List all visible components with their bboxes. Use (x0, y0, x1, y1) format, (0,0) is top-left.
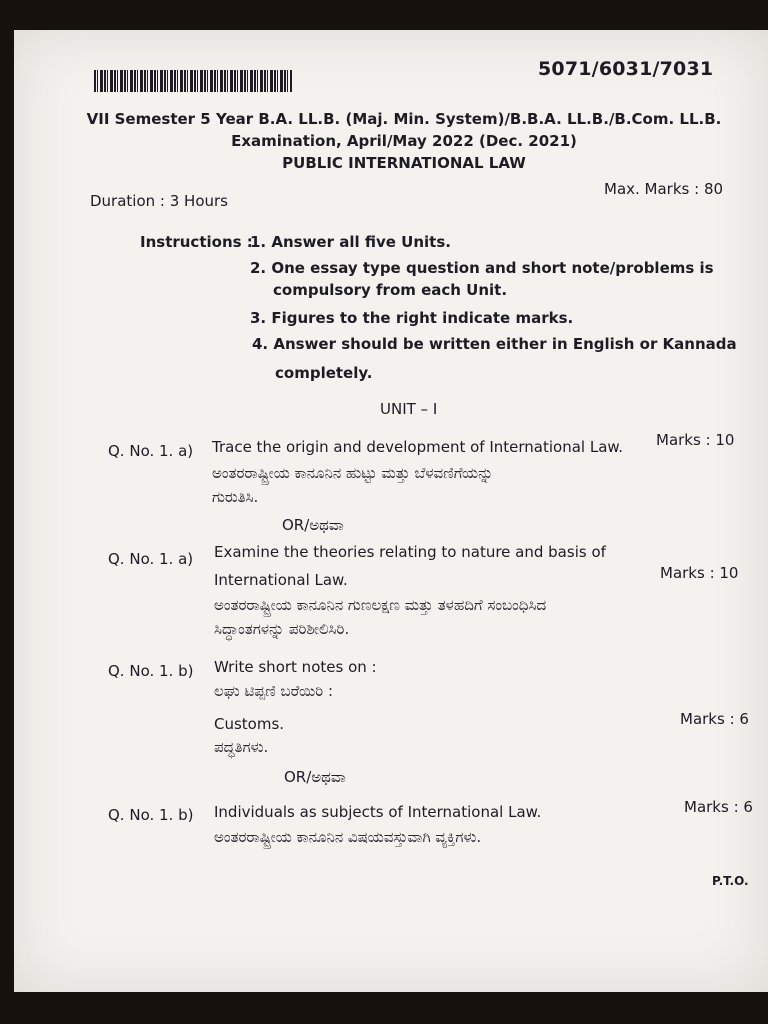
instruction-2-cont: compulsory from each Unit. (273, 281, 508, 299)
question-text-cont: International Law. (214, 571, 348, 589)
instruction-4: 4. Answer should be written either in English or Kannada (252, 335, 737, 353)
or-separator: OR/ಅಥವಾ (282, 516, 344, 534)
please-turn-over: P.T.O. (712, 874, 749, 888)
or-separator: OR/ಅಥವಾ (284, 768, 346, 786)
question-kannada: ಅಂತರರಾಷ್ಟ್ರೀಯ ಕಾನೂನಿನ ಗುಣಲಕ್ಷಣ ಮತ್ತು ತಳಹದಿಗೆ ಸಂಬಂಧಿಸಿದ (214, 596, 547, 614)
short-note-item: Customs. (214, 715, 285, 733)
question-kannada: ಅಂತರರಾಷ್ಟ್ರೀಯ ಕಾನೂನಿನ ವಿಷಯವಸ್ತುವಾಗಿ ವ್ಯಕ್ತಿಗಳು. (214, 828, 482, 846)
instructions-title: Instructions : (140, 233, 253, 251)
question-label: Q. No. 1. a) (108, 550, 194, 568)
question-marks: Marks : 6 (684, 798, 753, 816)
question-label: Q. No. 1. b) (108, 806, 194, 824)
question-kannada: ಅಂತರರಾಷ್ಟ್ರೀಯ ಕಾನೂನಿನ ಹುಟ್ಟು ಮತ್ತು ಬೆಳವಣಿಗೆಯನ್ನು (212, 464, 494, 482)
unit-title: UNIT – I (380, 400, 438, 418)
short-note-item-kannada: ಪದ್ಧತಿಗಳು. (214, 738, 269, 756)
question-marks: Marks : 10 (660, 564, 739, 582)
question-kannada-cont: ಗುರುತಿಸಿ. (212, 488, 259, 506)
question-text: Individuals as subjects of International Law. (214, 803, 542, 821)
question-marks: Marks : 6 (680, 710, 749, 728)
instruction-3: 3. Figures to the right indicate marks. (250, 309, 574, 327)
question-text: Write short notes on : (214, 658, 377, 676)
instruction-2: 2. One essay type question and short note/problems is (250, 259, 714, 277)
exam-title-line1: VII Semester 5 Year B.A. LL.B. (Maj. Min. System)/B.B.A. LL.B./B.Com. LL.B. (86, 110, 722, 128)
exam-title-line2: Examination, April/May 2022 (Dec. 2021) (231, 132, 577, 150)
paper-code: 5071/6031/7031 (538, 58, 714, 80)
question-marks: Marks : 10 (656, 431, 735, 449)
barcode (94, 70, 292, 92)
instruction-1: 1. Answer all five Units. (250, 233, 451, 251)
question-kannada-cont: ಸಿದ್ಧಾಂತಗಳನ್ನು ಪರಿಶೀಲಿಸಿರಿ. (214, 620, 350, 638)
subject-title: PUBLIC INTERNATIONAL LAW (282, 154, 526, 172)
duration: Duration : 3 Hours (90, 192, 228, 210)
question-text: Trace the origin and development of International Law. (212, 438, 624, 456)
question-kannada: ಲಘು ಟಿಪ್ಪಣಿ ಬರೆಯಿರಿ : (214, 682, 334, 700)
question-label: Q. No. 1. a) (108, 442, 194, 460)
question-label: Q. No. 1. b) (108, 662, 194, 680)
question-text: Examine the theories relating to nature and basis of (214, 543, 606, 561)
exam-paper (14, 30, 768, 992)
instruction-4-cont: completely. (275, 364, 373, 382)
max-marks: Max. Marks : 80 (604, 180, 724, 198)
